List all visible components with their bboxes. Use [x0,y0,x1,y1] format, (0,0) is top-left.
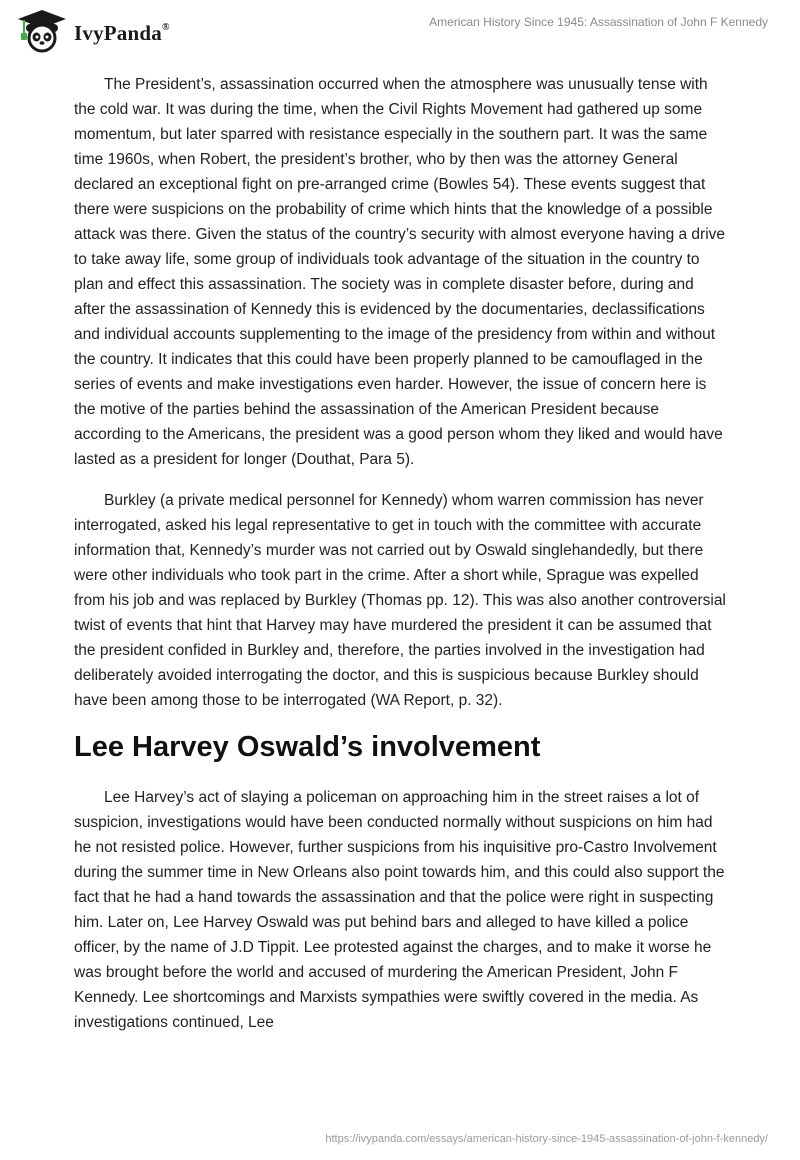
source-url[interactable]: https://ivypanda.com/essays/american-history-since-1945-assassination-of-john-f-kennedy/ [325,1133,768,1145]
paragraph: Lee Harvey’s act of slaying a policeman on approaching him in the street raises a lot of suspicion, investigations would have been conducted normally without suspicions on him had he not resisted police. However, further suspicions from his inquisitive pro-Castro Involvement during the summer time in New Orleans also point towards him, and this could also support the fact that he had a hand towards the assassination and that the police were right in suspecting him. Later on, Lee Harvey Oswald was put behind bars and alleged to have killed a police officer, by the name of J.D Tippit. Lee protested against the charges, and to make it worse he was brought before the world and accused of murdering the American President, John F Kennedy. Lee shortcomings and Marxists sympathies were swiftly covered in the media. As investigations continued, Lee [74,789,725,1031]
brand-name [74,21,170,46]
panda-graduate-icon [14,8,70,54]
paragraph: The President’s, assassination occurred when the atmosphere was unusually tense with the cold war. It was during the time, when the Civil Rights Movement had gathered up some momentum, but later sparred with resistance especially in the southern part. It was the same time 1960s, when Robert, the president’s brother, who by then was the attorney General declared an exceptional fight on pre-arranged crime (Bowles 54). These events suggest that there were suspicions on the probability of crime which hints that the knowledge of a possible attack was there. Given the status of the country’s security with almost everyone having a drive to take away life, some group of individuals took advantage of the situation in the country to plan and effect this assassination. The society was in complete disaster before, during and after the assassination of Kennedy this is evidenced by the documentaries, declassifications and individual accounts supplementing to the image of the presidency from within and without the country. It indicates that this could have been properly planned to be camouflaged in the series of events and make investigations even harder. However, the issue of concern here is the motive of the parties behind the assassination of the American President because according to the Americans, the president was a good person whom they liked and would have lasted as a president for longer (Douthat, Para 5). [74,76,726,468]
essay-content [74,72,726,1051]
document-title: American History Since 1945: Assassination of John F Kennedy [429,15,768,29]
paragraph: Burkley (a private medical personnel for Kennedy) whom warren commission has never interrogated, asked his legal representative to get in touch with the committee with accurate information that, Kennedy’s murder was not carried out by Oswald singlehandedly, but there were other individuals who took part in the crime. After a short while, Sprague was expelled from his job and was replaced by Burkley (Thomas pp. 12). This was also another controversial twist of events that hint that Harvey may have murdered the president it can be assumed that the president confided in Burkley and, therefore, the parties involved in the investigation had deliberately avoided interrogating the doctor, and this is suspicious because Burkley should have been among those to be interrogated (WA Report, p. 32). [74,492,726,709]
brand-text: IvyPanda [74,20,162,45]
ivypanda-logo[interactable] [14,8,170,54]
section-heading: Lee Harvey Oswald’s involvement [74,731,541,763]
registered-mark: ® [161,21,170,33]
page-header [0,0,800,64]
